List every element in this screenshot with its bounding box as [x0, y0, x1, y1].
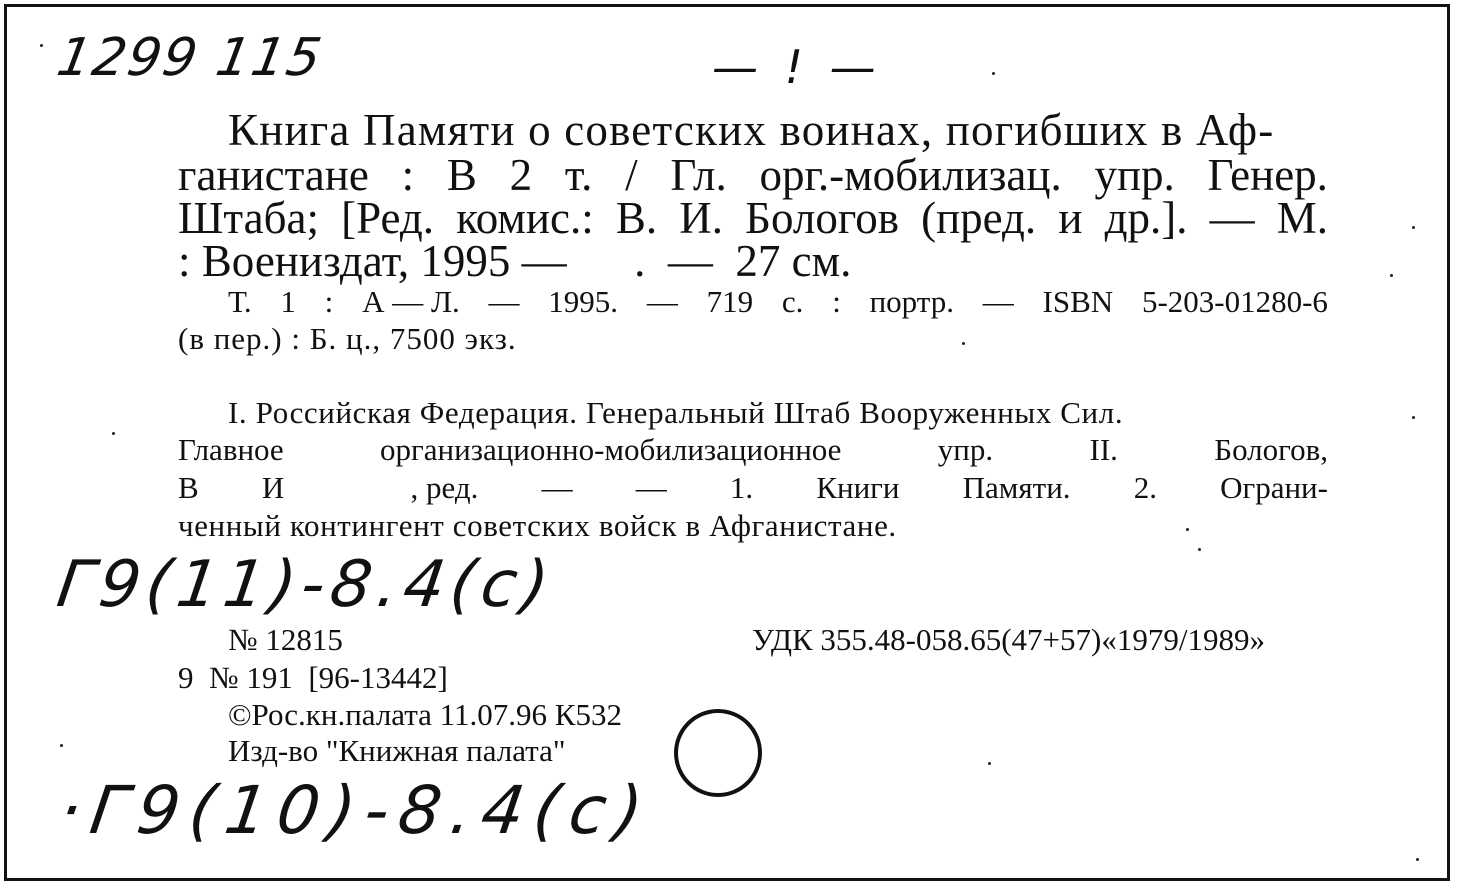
- stamp-circle: [674, 709, 762, 797]
- scan-speck: [962, 342, 965, 345]
- subjects-line-4: ченный контингент советских войск в Афганистане.: [178, 508, 897, 543]
- scan-speck: [40, 44, 43, 47]
- title-line-2: [178, 150, 1328, 200]
- subjects-line-2-word: II.: [1089, 432, 1118, 467]
- scan-speck: [992, 72, 995, 75]
- title-line-3-word: В.: [615, 193, 658, 243]
- subjects-line-3-word: Памяти.: [962, 470, 1071, 505]
- title-line-2-word: /: [625, 150, 638, 200]
- scan-speck: [1186, 528, 1189, 531]
- subjects-line-3-word: —: [541, 470, 573, 505]
- subjects-line-3: [178, 472, 1328, 503]
- subjects-line-3-word: В: [178, 470, 199, 505]
- order-number: 9 № 191 [96-13442]: [178, 660, 448, 695]
- title-line-3-word: и: [1058, 193, 1083, 243]
- title-line-1: Книга Памяти о советских воинах, погибших в Аф-: [228, 105, 1275, 155]
- volume-line-1-word: 1: [280, 284, 296, 319]
- volume-line-1-word: —: [646, 284, 678, 319]
- subjects-line-2-word: Главное: [178, 432, 284, 467]
- volume-line-1-word: портр.: [869, 284, 954, 319]
- title-line-3-word: комис.:: [456, 193, 594, 243]
- scan-speck: [1390, 274, 1393, 277]
- subjects-line-3-word: 2.: [1133, 470, 1157, 505]
- title-line-3-word: Штаба;: [178, 193, 319, 243]
- subjects-line-1: I. Российская Федерация. Генеральный Штаб Вооруженных Сил.: [228, 395, 1124, 430]
- volume-line-1-word: —: [488, 284, 520, 319]
- title-line-2-word: упр.: [1094, 150, 1175, 200]
- volume-line-1-word: 1995.: [548, 284, 619, 319]
- scan-speck: [1412, 226, 1415, 229]
- volume-line-1-word: ISBN: [1042, 284, 1114, 319]
- title-line-2-word: В: [446, 150, 477, 200]
- copyright-line: ©Рос.кн.палата 11.07.96 К532: [228, 697, 622, 732]
- scan-speck: [112, 432, 115, 435]
- title-line-3-word: (пред.: [921, 193, 1037, 243]
- title-line-3-word: М.: [1276, 193, 1328, 243]
- handwritten-class-mark-2: ·Г9(10)-8.4(с): [54, 772, 658, 849]
- handwritten-catalog-number: 1299 115: [52, 28, 328, 88]
- volume-line-1-word: :: [324, 284, 334, 319]
- title-line-2-word: Генер.: [1207, 150, 1328, 200]
- title-line-2-word: :: [401, 150, 415, 200]
- scan-speck: [988, 762, 991, 765]
- scan-speck: [1416, 858, 1419, 861]
- volume-line-2: (в пер.) : Б. ц., 7500 экз.: [178, 321, 517, 356]
- subjects-line-3-word: 1.: [729, 470, 754, 505]
- subjects-line-2-word: упр.: [937, 432, 994, 467]
- subjects-line-2-word: Бологов,: [1214, 432, 1328, 467]
- title-line-3-word: Бологов: [745, 193, 899, 243]
- volume-line-1: [228, 286, 1328, 317]
- volume-line-1-word: Т.: [228, 284, 252, 319]
- scan-speck: [1412, 416, 1415, 419]
- handwritten-class-mark-1: Г9(11)-8.4(с): [52, 548, 559, 622]
- volume-line-1-word: А — Л.: [362, 284, 460, 319]
- volume-line-1-word: с.: [781, 284, 804, 319]
- record-number: № 12815: [228, 622, 343, 657]
- title-line-3: [178, 193, 1328, 243]
- subjects-line-3-word: Ограни-: [1220, 470, 1328, 505]
- volume-line-1-word: :: [832, 284, 841, 319]
- udk-code: УДК 355.48-058.65(47+57)«1979/1989»: [752, 622, 1265, 657]
- scan-speck: [1198, 548, 1201, 551]
- title-line-2-word: орг.-мобилизац.: [759, 150, 1062, 200]
- title-line-2-word: Гл.: [670, 150, 727, 200]
- title-line-3-word: —: [1209, 193, 1255, 243]
- title-line-3-word: др.].: [1104, 193, 1188, 243]
- title-line-2-word: т.: [564, 150, 593, 200]
- title-line-2-word: ганистане: [178, 150, 369, 200]
- subjects-line-2-word: организационно-мобилизационное: [380, 432, 842, 467]
- subjects-line-3-word: И: [261, 470, 285, 505]
- volume-line-1-word: 5-203-01280-6: [1141, 284, 1328, 319]
- subjects-line-3-word: —: [635, 470, 667, 505]
- volume-line-1-word: —: [982, 284, 1014, 319]
- volume-line-1-word: 719: [706, 284, 754, 319]
- publisher-line: Изд-во "Книжная палата": [228, 733, 566, 768]
- handwritten-page-mark: — ! —: [712, 40, 882, 94]
- title-line-3-word: [Ред.: [341, 193, 435, 243]
- title-line-3-word: И.: [679, 193, 724, 243]
- title-line-4: : Воениздат, 1995 — . — 27 см.: [178, 236, 852, 286]
- title-line-2-word: 2: [509, 150, 533, 200]
- subjects-line-2: [178, 434, 1328, 465]
- subjects-line-3-word: Книги: [816, 470, 900, 505]
- scan-speck: [60, 744, 63, 747]
- subjects-line-3-word: , ред.: [410, 470, 479, 505]
